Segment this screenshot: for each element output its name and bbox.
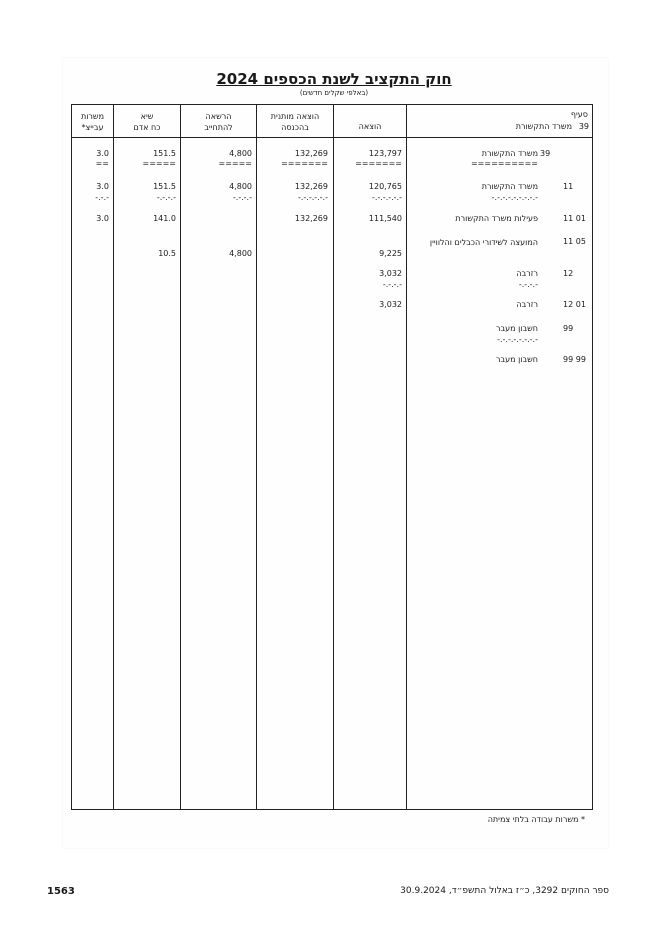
column-divider — [180, 104, 181, 810]
row-expense-underline: -.-.-.- — [382, 280, 402, 289]
row-positions: 3.0 — [96, 214, 109, 223]
row-expense: 123,797 — [368, 149, 402, 158]
row-manpower: 141.0 — [153, 214, 176, 223]
row-name: המועצה לשידורי הכבלים והלוויין — [429, 238, 538, 247]
header-positions-line1: משרות — [80, 112, 105, 121]
column-divider — [113, 104, 114, 810]
header-manpower-line2: כח אדם — [133, 123, 161, 132]
row-name: חשבון מעבר — [495, 355, 538, 364]
row-code: 99 99 — [563, 355, 586, 364]
footnote — [470, 815, 585, 824]
row-positions: 3.0 — [96, 182, 109, 191]
row-expense: 120,765 — [368, 182, 402, 191]
header-section-label: סעיף — [570, 110, 588, 119]
row-code: 11 — [563, 182, 574, 191]
header-conditional-line1: הוצאה מותנית — [270, 112, 320, 121]
row-positions: 3.0 — [96, 149, 109, 158]
row-manpower: 151.5 — [153, 149, 176, 158]
row-conditional: 132,269 — [294, 214, 328, 223]
row-commitment-underline: ===== — [218, 159, 252, 168]
header-divider — [71, 137, 593, 138]
row-code: 11 05 — [563, 237, 586, 246]
row-name-underline: ========== — [470, 159, 538, 168]
row-expense-underline: ======= — [355, 159, 402, 168]
row-positions-underline: == — [95, 159, 109, 168]
header-conditional-line2: בהכנסה — [281, 123, 309, 132]
footnote-star: * — [581, 815, 585, 824]
column-divider — [333, 104, 334, 810]
row-name: פעילות משרד התקשורת — [455, 214, 538, 223]
page-number: 1563 — [47, 886, 75, 897]
row-name: רזרבה — [516, 300, 538, 309]
row-name: משרד התקשורת — [481, 182, 538, 191]
row-code: 12 — [563, 269, 574, 278]
row-name: חשבון מעבר — [495, 324, 538, 333]
header-manpower-line1: שיא — [140, 112, 154, 121]
header-commitment-line1: הרשאה — [205, 112, 232, 121]
budget-table — [71, 104, 593, 810]
row-name-underline: -.-.-.-.-.-.-.-.- — [491, 193, 538, 202]
row-name: רזרבה — [516, 269, 538, 278]
row-commitment-underline: -.-.-.- — [232, 193, 252, 202]
row-commitment: 4,800 — [229, 182, 252, 191]
row-expense: 9,225 — [379, 249, 402, 258]
row-code: 11 01 — [563, 214, 586, 223]
header-section-name: משרד התקשורת — [515, 122, 572, 131]
row-positions-underline: -.-.- — [95, 193, 109, 202]
row-code: 99 — [563, 324, 574, 333]
row-manpower: 10.5 — [158, 249, 176, 258]
row-conditional-underline: -.-.-.-.-.- — [297, 193, 328, 202]
document-subtitle: (באלפי שקלים חדשים) — [299, 89, 369, 97]
header-positions-line2: עבייצ* — [81, 123, 104, 132]
row-conditional: 132,269 — [294, 182, 328, 191]
row-code: 39 — [540, 149, 551, 158]
row-manpower-underline: -.-.-.- — [156, 193, 176, 202]
header-expense: הוצאה — [358, 122, 382, 131]
row-name-underline: -.-.-.- — [518, 280, 538, 289]
column-divider — [256, 104, 257, 810]
header-commitment-line2: להתחייב — [204, 123, 233, 132]
column-divider — [406, 104, 407, 810]
row-expense: 3,032 — [379, 300, 402, 309]
row-name: משרד התקשורת — [481, 149, 538, 158]
row-expense: 111,540 — [368, 214, 402, 223]
row-commitment: 4,800 — [229, 149, 252, 158]
document-title: חוק התקציב לשנת הכספים 2024 — [216, 70, 452, 88]
row-conditional-underline: ======= — [281, 159, 328, 168]
publication-footer: ספר החוקים 3292, כ״ז באלול התשפ״ד, 30.9.2024 — [400, 886, 609, 896]
row-conditional: 132,269 — [294, 149, 328, 158]
row-commitment: 4,800 — [229, 249, 252, 258]
row-name-underline: -.-.-.-.-.-.-.- — [497, 335, 538, 344]
row-expense: 3,032 — [379, 269, 402, 278]
footnote-text: משרות עבודה בלתי צמיתה — [487, 815, 579, 824]
row-manpower: 151.5 — [153, 182, 176, 191]
header-section-number: 39 — [578, 122, 589, 131]
row-expense-underline: -.-.-.-.-.- — [371, 193, 402, 202]
row-manpower-underline: ===== — [142, 159, 176, 168]
row-code: 12 01 — [563, 300, 586, 309]
